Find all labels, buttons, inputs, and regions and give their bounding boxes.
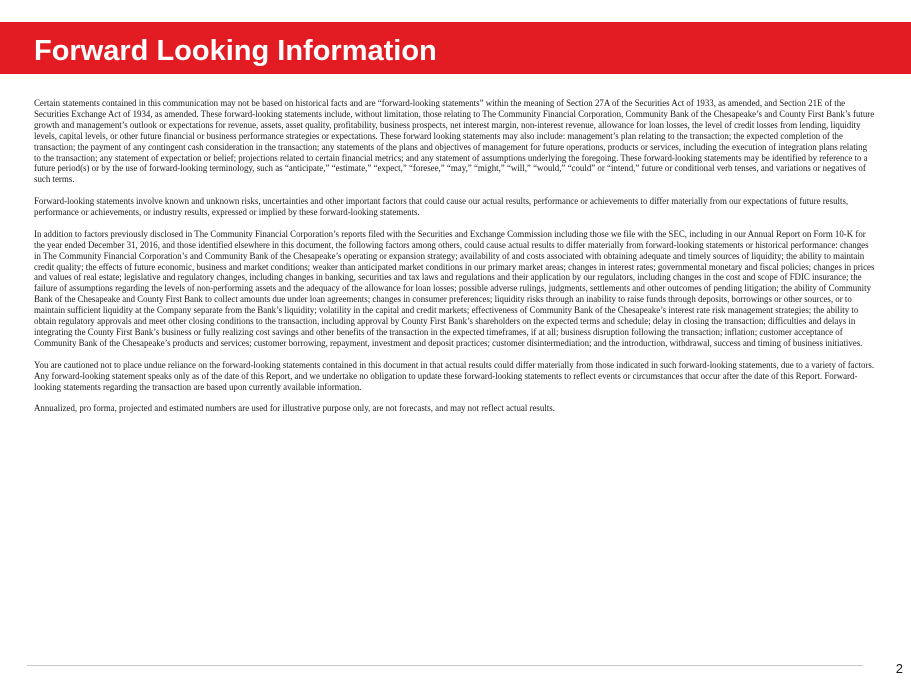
paragraph-undue-reliance: You are cautioned not to place undue reliance on the forward-looking statements contained in this document in that actual results could differ materially from those indicated in such forward-looking statements, due to a variety of factors. Any forward-looking statement speaks only as of the date of this Report, and we undertake no obligation to update these forward-looking statements to reflect events or circumstances that occur after the date of this Report. Forward-looking statements regarding the transaction are based upon currently available information. bbox=[34, 359, 875, 392]
page-number: 2 bbox=[895, 661, 903, 676]
paragraph-risks-uncertainties: Forward-looking statements involve known and unknown risks, uncertainties and other important factors that could cause our actual results, performance or achievements to differ materially from our expectations of future results, performance or achievements, or industry results, expressed or implied by these forward-looking statements. bbox=[34, 196, 849, 218]
paragraph-illustrative-numbers: Annualized, pro forma, projected and estimated numbers are used for illustrative purpose only, are not forecasts, and may not reflect actual results. bbox=[34, 403, 555, 414]
page-title: Forward Looking Information bbox=[34, 35, 437, 67]
footer-divider bbox=[27, 665, 863, 666]
disclaimer-body bbox=[34, 98, 876, 425]
paragraph-risk-factors: In addition to factors previously disclosed in The Community Financial Corporation’s reports filed with the Securities and Exchange Commission including those we file with the SEC, including in our Annual Report on Form 10-K for the year ended December 31, 2016, and those identified elsewhere in this document, the following factors among others, could cause actual results to differ materially from forward-looking statements or historical performance: changes in The Community Financial Corporation’s and Community Bank of the Chesapeake’s operating or expansion strategy; availability of and costs associated with obtaining adequate and timely sources of liquidity; the ability to maintain credit quality; the effects of future economic, business and market conditions; weaker than anticipated market conditions in our primary market areas; changes in interest rates; governmental monetary and fiscal policies; changes in prices and values of real estate; legislative and regulatory changes, including changes in banking, securities and tax laws and regulations and their application by our regulators, including changes in the cost and scope of FDIC insurance; the failure of assumptions regarding the levels of non-performing assets and the adequacy of the allowance for loan losses; possible adverse rulings, judgments, settlements and other outcomes of pending litigation; the ability of Community Bank of the Chesapeake and County First Bank to collect amounts due under loan agreements; changes in consumer preferences; liquidity risks through an inability to raise funds through deposits, borrowings or other sources, or to maintain sufficient liquidity at the Company separate from the Bank’s liquidity; volatility in the capital and credit markets; effectiveness of Community Bank of the Chesapeake’s interest rate risk management strategies; the ability to obtain regulatory approvals and meet other closing conditions to the transaction, including approval by County First Bank’s shareholders on the expected terms and schedule; delay in closing the transaction; difficulties and delays in integrating the County First Bank’s business or fully realizing cost savings and other benefits of the transaction in the expected timeframes, if at all; business disruption following the transaction; inflation; customer acceptance of Community Bank of the Chesapeake’s products and services; customer borrowing, repayment, investment and deposit practices; customer disintermediation; and the introduction, withdrawal, success and timing of business initiatives. bbox=[34, 228, 875, 348]
paragraph-forward-looking-definition: Certain statements contained in this communication may not be based on historical facts and are “forward-looking statements” within the meaning of Section 27A of the Securities Act of 1933, as amended, and Section 21E of the Securities Exchange Act of 1934, as amended. These forward-looking statements include, without limitation, those relating to The Community Financial Corporation, Community Bank of the Chesapeake’s and County First Bank’s future growth and management’s outlook or expectations for revenue, assets, asset quality, profitability, business prospects, net interest margin, non-interest revenue, allowance for loan losses, the level of credit losses from lending, liquidity levels, capital levels, or other future financial or business performance strategies or expectations. These forward looking statements may also include: management’s plan relating to the transaction; the expected completion of the transaction; the payment of any contingent cash consideration in the transaction; any statements of the plans and objectives of management for future operations, products or services, including the execution of integration plans relating to the transaction; any statement of expectation or belief; projections related to certain financial metrics; and any statement of assumptions underlying the foregoing. These forward-looking statements may be identified by reference to a future period(s) or by the use of forward-looking terminology, such as “anticipate,” “estimate,” “expect,” “foresee,” “may,” “might,” “will,” “would,” “could” or “intend,” future or conditional verb tenses, and variations or negatives of such terms. bbox=[34, 98, 875, 185]
